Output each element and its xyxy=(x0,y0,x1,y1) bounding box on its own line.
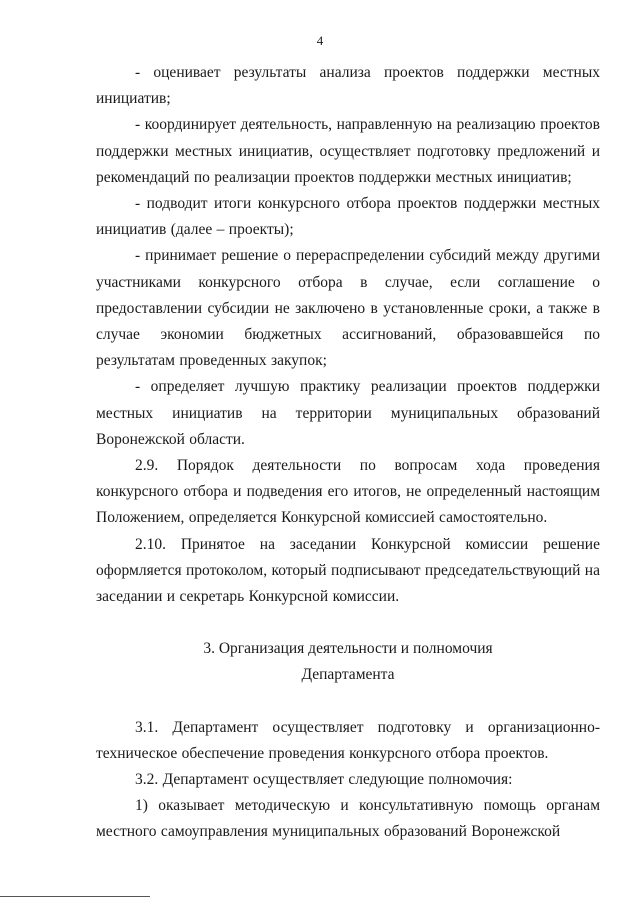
spacer xyxy=(96,610,600,636)
paragraph: 3.1. Департамент осуществляет подготовку и организационно-техническое обеспечение проведения конкурсного отбора проектов. xyxy=(96,718,600,762)
page-number: 4 xyxy=(316,33,324,48)
paragraph: 2.10. Принятое на заседании Конкурсной комиссии решение оформляется протоколом, который подписывают председательствующий на заседании и секретарь Конкурсной комиссии. xyxy=(96,535,600,606)
paragraph: 3.2. Департамент осуществляет следующие полномочия: xyxy=(135,771,513,789)
paragraph: - оценивает результаты анализа проектов поддержки местных инициатив; xyxy=(96,64,600,108)
paragraph: - определяет лучшую практику реализации проектов поддержки местных инициатив на территории муниципальных образований Воронежской области. xyxy=(96,378,600,448)
paragraph: - координирует деятельность, направленную на реализацию проектов поддержки местных инициатив, осуществляет подготовку предложений и рекомендаций по реализации проектов поддержки местных инициатив; xyxy=(96,116,600,186)
paragraph: 2.9. Порядок деятельности по вопросам хода проведения конкурсного отбора и подведения его итогов, не определенный настоящим Положением, определяется Конкурсной комиссией самостоятельно. xyxy=(96,457,600,527)
section-heading-line-1: 3. Организация деятельности и полномочия xyxy=(203,640,493,658)
paragraph: - принимает решение о перераспределении субсидий между другими участниками конкурсного отбора в случае, если соглашение о предоставлении субсидии не заключено в установленные сроки, а также в случае экономии бюджетных ассигнований, образовавшейся по результатам проведенных закупок; xyxy=(96,247,600,370)
paragraph: - подводит итоги конкурсного отбора проектов поддержки местных инициатив (далее – проекты); xyxy=(96,195,600,239)
spacer xyxy=(96,689,600,715)
scan-edge-line xyxy=(0,896,150,897)
document-body xyxy=(96,60,600,846)
section-heading-line-2: Департамента xyxy=(301,666,395,684)
paragraph: 1) оказывает методическую и консультативную помощь органам местного самоуправления муниципальных образований Воронежской xyxy=(96,797,600,841)
